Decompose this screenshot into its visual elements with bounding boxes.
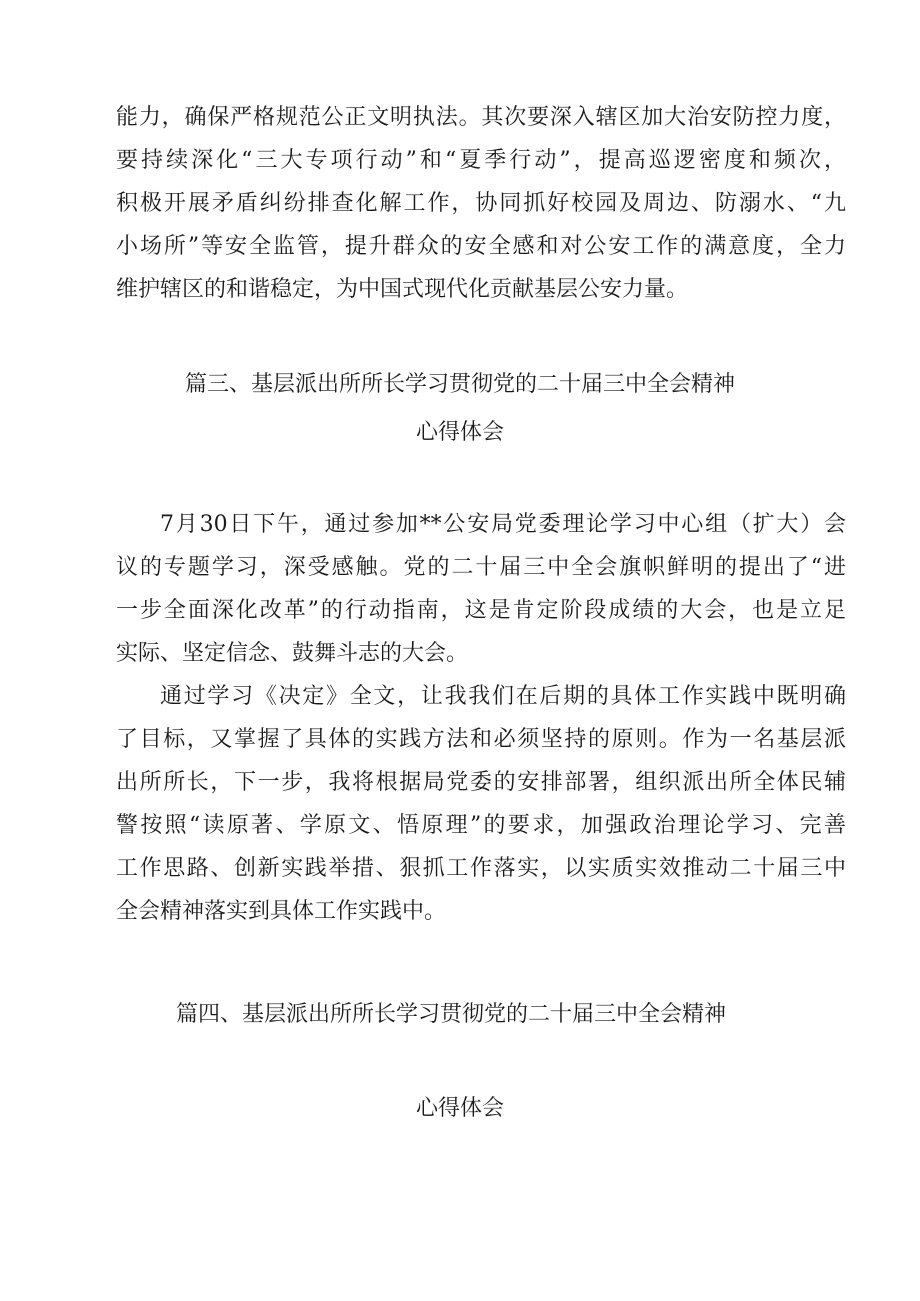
body-text-line: 警按照“读原著、学原文、悟原理”的要求，加强政治理论学习、完善	[116, 813, 846, 838]
body-text-line: 出所所长，下一步，我将根据局党委的安排部署，组织派出所全体民辅	[116, 770, 846, 795]
section-three-title: 篇三、基层派出所所长学习贯彻党的二十届三中全会精神	[184, 372, 735, 397]
body-text-line: 一步全面深化改革”的行动指南，这是肯定阶段成绩的大会，也是立足	[116, 598, 846, 623]
body-text-line: 7月30日下午，通过参加**公安局党委理论学习中心组（扩大）会	[160, 512, 846, 537]
section-four-subtitle: 心得体会	[415, 1096, 504, 1121]
body-text-line: 工作思路、创新实践举措、狠抓工作落实，以实质实效推动二十届三中	[116, 856, 846, 881]
section-three-subtitle: 心得体会	[415, 420, 504, 445]
body-text-line: 通过学习《决定》全文，让我我们在后期的具体工作实践中既明确	[160, 684, 846, 709]
body-text-line: 能力，确保严格规范公正文明执法。其次要深入辖区加大治安防控力度，	[116, 105, 846, 130]
body-text-line: 要持续深化“三大专项行动”和“夏季行动”，提高巡逻密度和频次，	[116, 148, 846, 173]
body-text-line: 了目标，又掌握了具体的实践方法和必须坚持的原则。作为一名基层派	[116, 727, 846, 752]
body-text-line: 议的专题学习，深受感触。党的二十届三中全会旗帜鲜明的提出了“进	[116, 555, 846, 580]
body-text-line: 积极开展矛盾纠纷排查化解工作，协同抓好校园及周边、防溺水、“九	[116, 191, 846, 216]
body-text-line: 小场所”等安全监管，提升群众的安全感和对公安工作的满意度，全力	[116, 234, 846, 259]
body-text-line: 全会精神落实到具体工作实践中。	[116, 899, 447, 924]
body-text-line: 维护辖区的和谐稳定，为中国式现代化贡献基层公安力量。	[116, 277, 689, 302]
section-four-title: 篇四、基层派出所所长学习贯彻党的二十届三中全会精神	[175, 1002, 726, 1027]
body-text-line: 实际、坚定信念、鼓舞斗志的大会。	[116, 641, 469, 666]
